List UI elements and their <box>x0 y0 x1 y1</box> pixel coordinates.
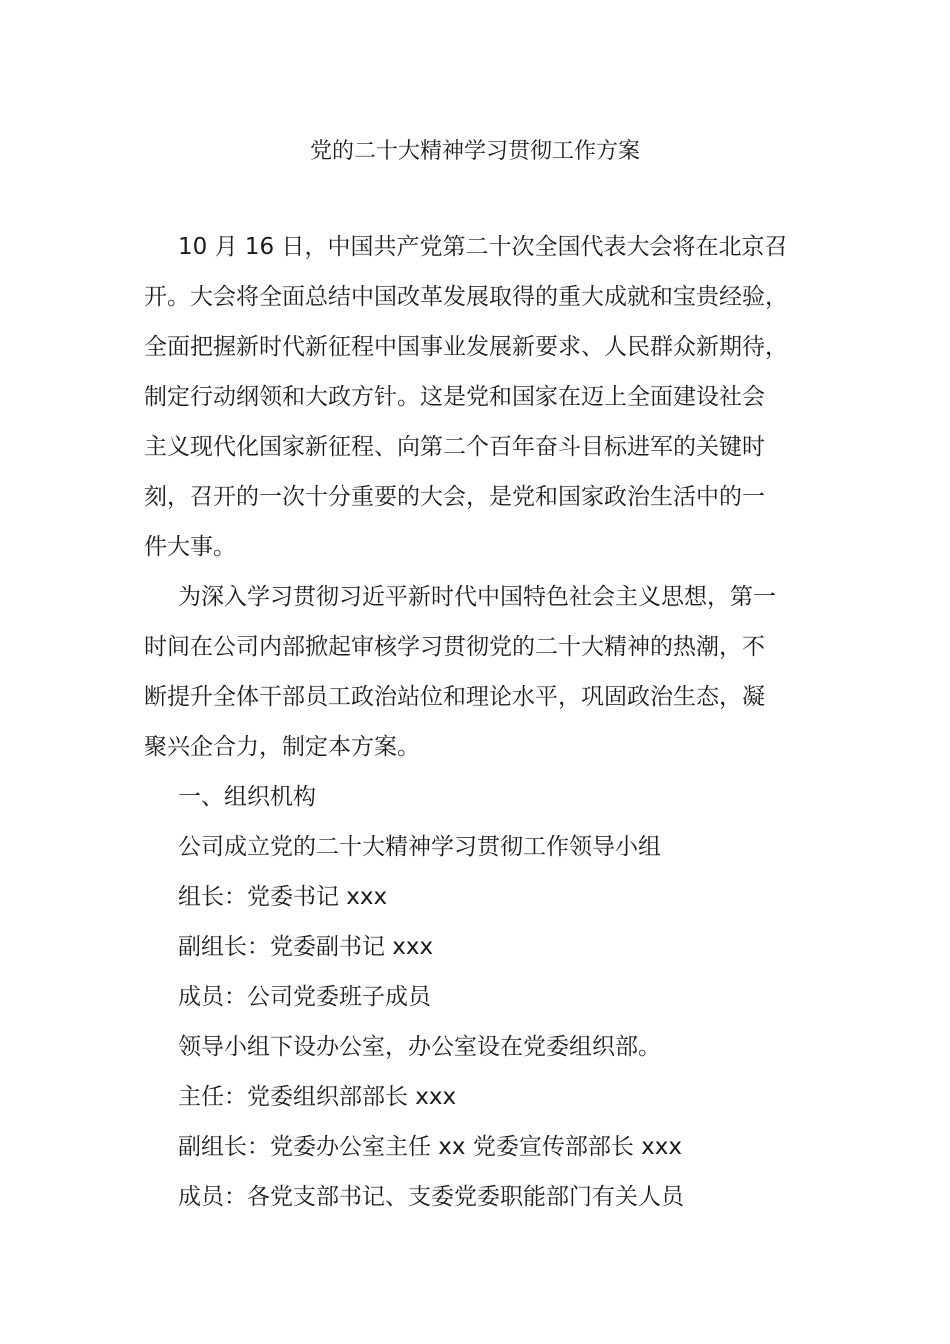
paragraph-line: 为深入学习贯彻习近平新时代中国特色社会主义思想，第一 <box>178 584 776 610</box>
list-item: 领导小组下设办公室，办公室设在党委组织部。 <box>178 1034 661 1060</box>
list-item: 副组长：党委办公室主任 xx 党委宣传部部长 xxx <box>178 1134 682 1160</box>
paragraph-line: 开。大会将全面总结中国改革发展取得的重大成就和宝贵经验， <box>144 284 788 310</box>
list-item: 成员：各党支部书记、支委党委职能部门有关人员 <box>178 1184 684 1210</box>
document-title: 党的二十大精神学习贯彻工作方案 <box>309 139 640 164</box>
section-heading: 一、组织机构 <box>178 784 316 810</box>
list-item: 主任：党委组织部部长 xxx <box>178 1084 457 1110</box>
list-item: 副组长：党委副书记 xxx <box>178 934 434 960</box>
paragraph-line: 主义现代化国家新征程、向第二个百年奋斗目标进军的关键时 <box>144 434 765 460</box>
paragraph-line: 聚兴企合力，制定本方案。 <box>144 734 420 760</box>
paragraph-line: 断提升全体干部员工政治站位和理论水平，巩固政治生态，凝 <box>144 684 765 710</box>
paragraph-intro <box>144 222 808 1222</box>
paragraph-line: 刻，召开的一次十分重要的大会，是党和国家政治生活中的一 <box>144 484 765 510</box>
list-item: 组长：党委书记 xxx <box>178 884 388 910</box>
paragraph-line: 时间在公司内部掀起审核学习贯彻党的二十大精神的热潮，不 <box>144 634 765 660</box>
paragraph-line: 10 月 16 日，中国共产党第二十次全国代表大会将在北京召 <box>178 234 788 260</box>
paragraph-line: 全面把握新时代新征程中国事业发展新要求、人民群众新期待， <box>144 334 788 360</box>
list-item: 公司成立党的二十大精神学习贯彻工作领导小组 <box>178 834 661 860</box>
paragraph-line: 制定行动纲领和大政方针。这是党和国家在迈上全面建设社会 <box>144 384 765 410</box>
paragraph-line: 件大事。 <box>144 534 236 560</box>
list-item: 成员：公司党委班子成员 <box>178 984 431 1010</box>
